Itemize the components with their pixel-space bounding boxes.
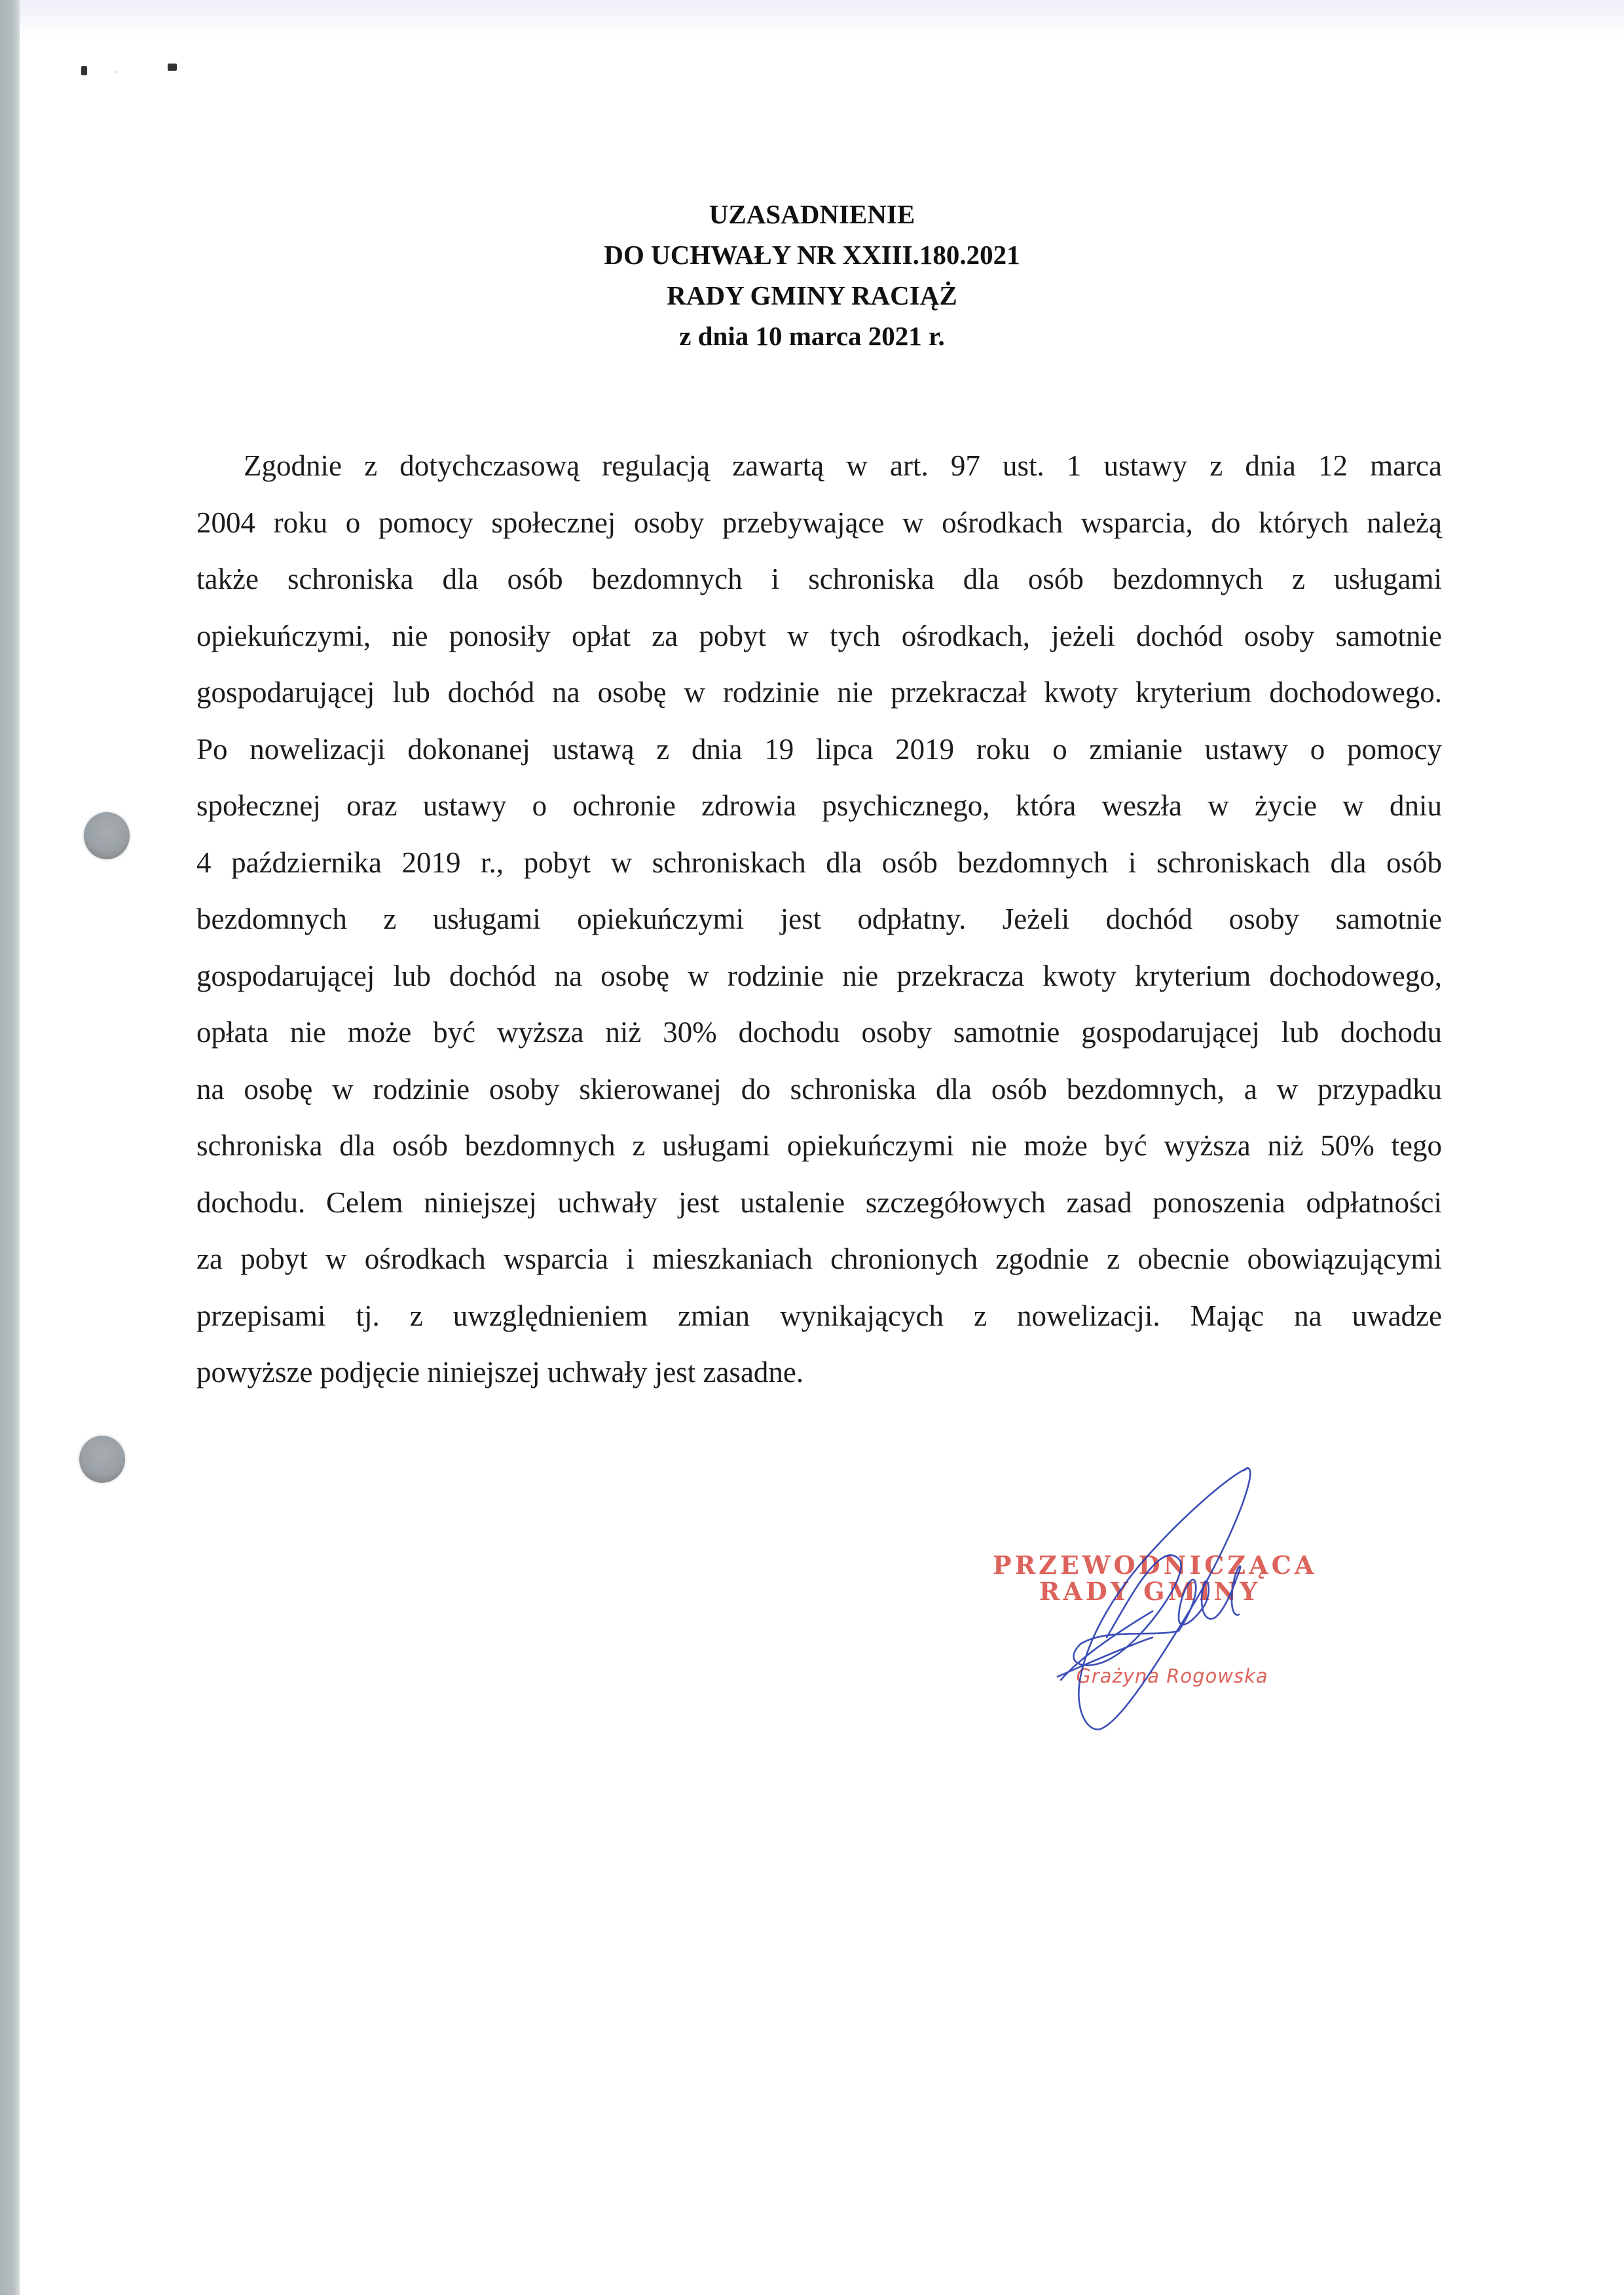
stamp-title-line: RADY GMINY (1039, 1577, 1261, 1606)
paragraph-line: opłata nie może być wyższa niż 30% dochodu osoby samotnie gospodarującej lub dochodu (196, 1016, 1442, 1049)
heading-council-name: RADY GMINY RACIĄŻ (667, 280, 957, 310)
punch-hole-icon (79, 1436, 125, 1483)
stamp-title (993, 1550, 1318, 1606)
heading-title: UZASADNIENIE (709, 199, 915, 229)
justification-paragraph (196, 438, 1442, 1401)
paragraph-line: Po nowelizacji dokonanej ustawą z dnia 19 lipca 2019 roku o zmianie ustawy o pomocy (196, 732, 1442, 766)
document-heading (0, 194, 1624, 356)
paragraph-line: opiekuńczymi, nie ponosiły opłat za pobyt w tych ośrodkach, jeżeli dochód osoby samotnie (196, 619, 1442, 652)
heading-resolution-number: DO UCHWAŁY NR XXIII.180.2021 (604, 240, 1020, 270)
punch-hole-icon (84, 812, 130, 859)
paragraph-line: przepisami tj. z uwzględnieniem zmian wynikających z nowelizacji. Mając na uwadze (196, 1299, 1442, 1332)
paragraph-line: gospodarującej lub dochód na osobę w rodzinie nie przekraczał kwoty kryterium dochodowego. (196, 676, 1442, 709)
paragraph-line: dochodu. Celem niniejszej uchwały jest ustalenie szczegółowych zasad ponoszenia odpłatności (196, 1185, 1442, 1219)
paragraph-line: 2004 roku o pomocy społecznej osoby przebywające w ośrodkach wsparcia, do których należą (196, 506, 1442, 539)
paragraph-line: powyższe podjęcie niniejszej uchwały jest zasadne. (196, 1356, 804, 1389)
paragraph-line: za pobyt w ośrodkach wsparcia i mieszkaniach chronionych zgodnie z obecnie obowiązującymi (196, 1242, 1442, 1275)
scanner-top-tint (20, 0, 1624, 39)
scan-mark (168, 64, 177, 71)
paragraph-line: Zgodnie z dotychczasową regulacją zawartą w art. 97 ust. 1 ustawy z dnia 12 marca (244, 449, 1442, 482)
heading-date: z dnia 10 marca 2021 r. (679, 321, 945, 351)
scan-mark (81, 66, 87, 75)
stamp-title-line: PRZEWODNICZĄCA (993, 1550, 1318, 1580)
paragraph-line: 4 października 2019 r., pobyt w schroniskach dla osób bezdomnych i schroniskach dla osób (196, 846, 1442, 879)
paragraph-line: społecznej oraz ustawy o ochronie zdrowia psychicznego, która weszła w życie w dniu (196, 789, 1442, 822)
official-stamp (982, 1467, 1349, 1755)
paragraph-line: schroniska dla osób bezdomnych z usługami opiekuńczymi nie może być wyższa niż 50% tego (196, 1129, 1442, 1162)
scan-mark (115, 71, 117, 73)
stamp-signatory-name: Grażyna Rogowska (1076, 1665, 1268, 1687)
paragraph-line: gospodarującej lub dochód na osobę w rodzinie nie przekracza kwoty kryterium dochodowego, (196, 959, 1442, 992)
paragraph-line: także schroniska dla osób bezdomnych i schroniska dla osób bezdomnych z usługami (196, 563, 1442, 595)
paragraph-line: bezdomnych z usługami opiekuńczymi jest odpłatny. Jeżeli dochód osoby samotnie (196, 903, 1442, 935)
paragraph-line: na osobę w rodzinie osoby skierowanej do schroniska dla osób bezdomnych, a w przypadku (196, 1072, 1442, 1106)
